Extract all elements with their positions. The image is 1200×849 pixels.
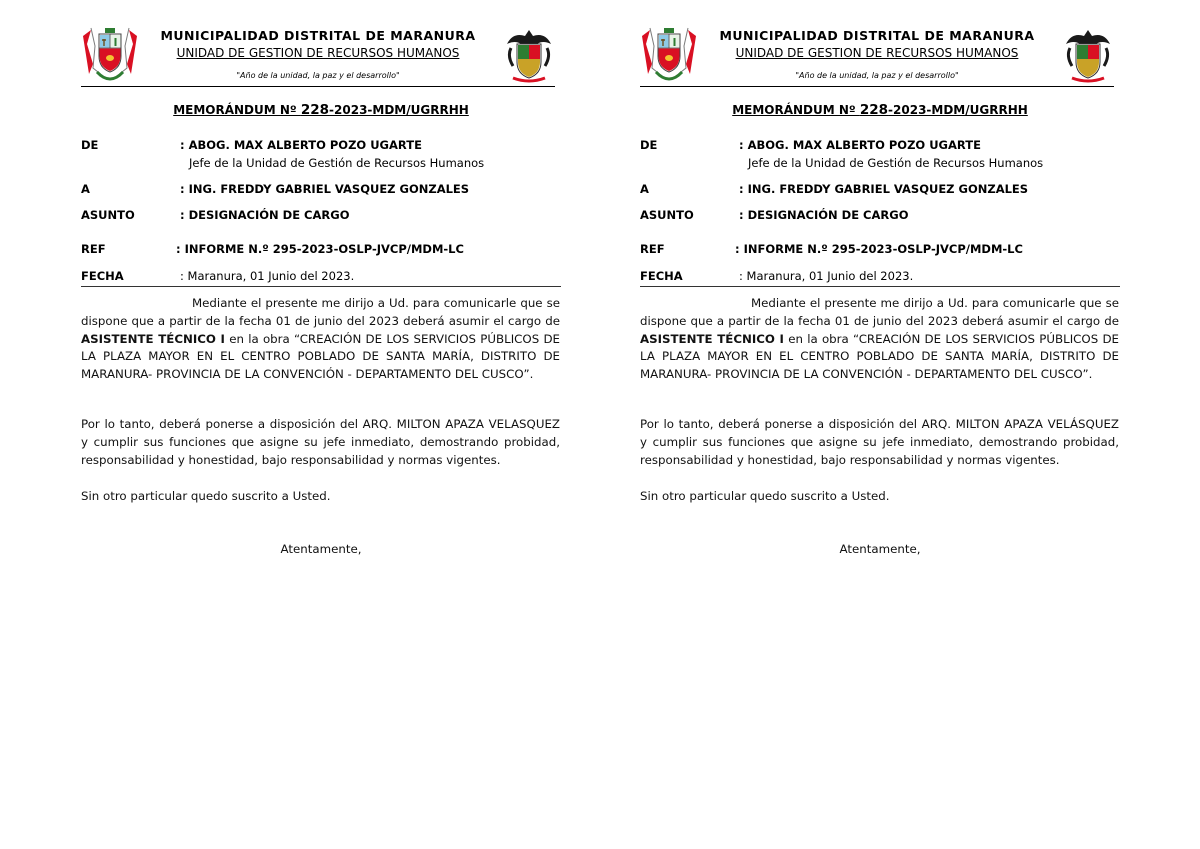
memo-title-prefix: MEMORÁNDUM Nº [732,103,860,117]
memo-number: 228 [859,102,889,118]
de-position: Jefe de la Unidad de Gestión de Recursos Humanos [189,156,485,170]
body-paragraph-1 [81,295,560,384]
closing-text: Atentamente, [280,542,362,556]
de-label: DE [81,138,99,152]
fecha-value: : Maranura, 01 Junio del 2023. [180,269,355,283]
asunto-label: ASUNTO [81,208,135,222]
header-divider [81,86,555,87]
body-paragraph-1-text-b: en la obra “CREACIÓN DE LOS SERVICIOS PÚBLICOS DE LA PLAZA MAYOR EN EL CENTRO POBLADO DE SANTA MARÍA, DISTRITO DE MARANURA- PROVINCIA DE LA CONVENCIÓN - DEPARTAMENTO DEL CUSCO”. [640,331,1119,382]
asunto-value: : DESIGNACIÓN DE CARGO [739,208,909,222]
closing-text: Atentamente, [839,542,921,556]
body-paragraph-1-text-a: Mediante el presente me dirijo a Ud. para comunicarle que se dispone que a partir de la fecha 01 de junio del 2023 deberá asumir el cargo de [640,296,1119,328]
department-name: UNIDAD DE GESTION DE RECURSOS HUMANOS [735,46,1019,60]
a-label: A [640,182,649,196]
de-value: : ABOG. MAX ALBERTO POZO UGARTE [739,138,981,152]
year-motto: "Año de la unidad, la paz y el desarrollo" [795,71,959,80]
municipal-emblem-icon [503,26,555,84]
de-value: : ABOG. MAX ALBERTO POZO UGARTE [180,138,422,152]
memo-left [81,0,561,849]
municipality-name: MUNICIPALIDAD DISTRITAL DE MARANURA [719,28,1035,43]
municipal-emblem-icon [1062,26,1114,84]
a-value: : ING. FREDDY GABRIEL VASQUEZ GONZALES [739,182,1029,196]
fields-divider [640,286,1120,287]
a-value: : ING. FREDDY GABRIEL VASQUEZ GONZALES [180,182,470,196]
a-label: A [81,182,90,196]
fecha-value: : Maranura, 01 Junio del 2023. [739,269,914,283]
body-paragraph-3: Sin otro particular quedo suscrito a Usted. [81,489,331,503]
memo-right [640,0,1120,849]
job-title: ASISTENTE TÉCNICO I [640,331,784,346]
municipality-name: MUNICIPALIDAD DISTRITAL DE MARANURA [160,28,476,43]
peru-coat-of-arms-icon [81,24,139,86]
ref-value: : INFORME N.º 295-2023-OSLP-JVCP/MDM-LC [735,242,1023,256]
fecha-label: FECHA [640,269,683,283]
ref-label: REF [81,242,106,256]
memo-number: 228 [300,102,330,118]
asunto-value: : DESIGNACIÓN DE CARGO [180,208,350,222]
body-paragraph-2: Por lo tanto, deberá ponerse a disposición del ARQ. MILTON APAZA VELÁSQUEZ y cumplir sus funciones que asigne su jefe inmediato, demostrando probidad, responsabilidad y honestidad, bajo responsabilidad y normas vigentes. [640,417,1119,467]
body-paragraph-1-text-a: Mediante el presente me dirijo a Ud. para comunicarle que se dispone que a partir de la fecha 01 de junio del 2023 deberá asumir el cargo de [81,296,560,328]
ref-value: : INFORME N.º 295-2023-OSLP-JVCP/MDM-LC [176,242,464,256]
memo-title-prefix: MEMORÁNDUM Nº [173,103,301,117]
job-title: ASISTENTE TÉCNICO I [81,331,225,346]
department-name: UNIDAD DE GESTION DE RECURSOS HUMANOS [176,46,460,60]
memo-title-suffix: -2023-MDM/UGRRHH [888,103,1028,117]
asunto-label: ASUNTO [640,208,694,222]
memo-title-suffix: -2023-MDM/UGRRHH [329,103,469,117]
header-divider [640,86,1114,87]
fields-divider [81,286,561,287]
memo-title [640,102,1120,118]
de-position: Jefe de la Unidad de Gestión de Recursos Humanos [748,156,1044,170]
body-paragraph-1 [640,295,1119,384]
ref-label: REF [640,242,665,256]
body-paragraph-1-text-b: en la obra “CREACIÓN DE LOS SERVICIOS PÚBLICOS DE LA PLAZA MAYOR EN EL CENTRO POBLADO DE SANTA MARÍA, DISTRITO DE MARANURA- PROVINCIA DE LA CONVENCIÓN - DEPARTAMENTO DEL CUSCO”. [81,331,560,382]
de-label: DE [640,138,658,152]
year-motto: "Año de la unidad, la paz y el desarrollo" [236,71,400,80]
body-paragraph-3: Sin otro particular quedo suscrito a Usted. [640,489,890,503]
peru-coat-of-arms-icon [640,24,698,86]
fecha-label: FECHA [81,269,124,283]
memo-title [81,102,561,118]
body-paragraph-2: Por lo tanto, deberá ponerse a disposición del ARQ. MILTON APAZA VELASQUEZ y cumplir sus funciones que asigne su jefe inmediato, demostrando probidad, responsabilidad y honestidad, bajo responsabilidad y normas vigentes. [81,417,560,467]
